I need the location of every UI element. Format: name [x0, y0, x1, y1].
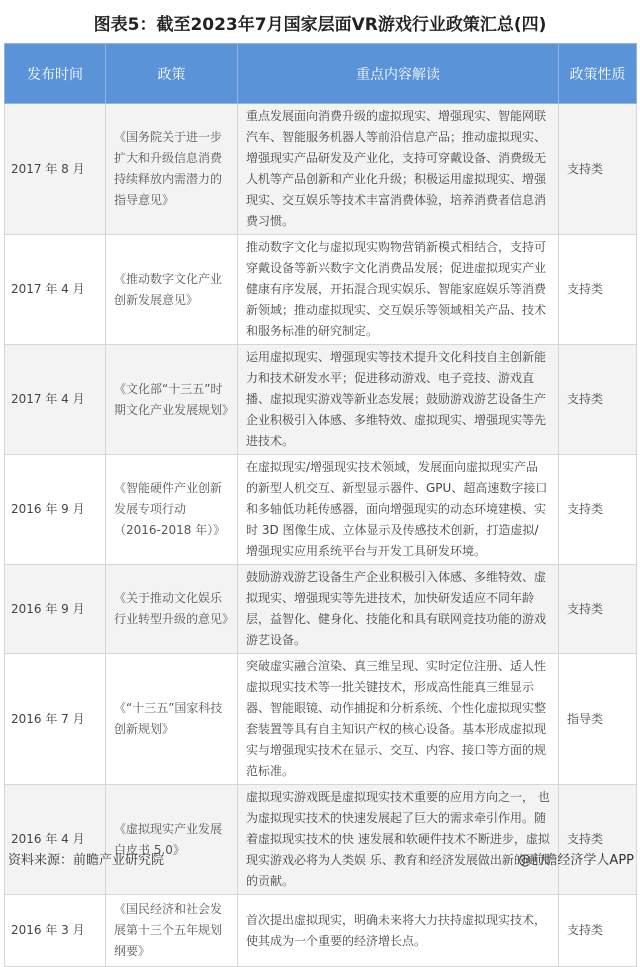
date-cell: 2016 年 9 月 — [5, 565, 106, 654]
date-cell: 2016 年 7 月 — [5, 654, 106, 785]
date-cell: 2017 年 8 月 — [5, 104, 106, 235]
table-row — [5, 785, 637, 895]
content-cell: 虚拟现实游戏既是虚拟现实技术重要的应用方向之一， 也为虚拟现实技术的快速发展起了巨大的需求牵引作用。随着虚拟现实技术的快 速发展和软硬件技术不断进步，虚拟现实游戏必将为人类娱 乐、教育和经济发展做出新的更大的贡献。 — [238, 785, 559, 895]
type-cell: 支持类 — [559, 345, 637, 455]
table-row — [5, 455, 637, 565]
type-cell: 支持类 — [559, 895, 637, 967]
policy-cell: 《文化部“十三五”时期文化产业发展规划》 — [106, 345, 238, 455]
date-cell: 2016 年 9 月 — [5, 455, 106, 565]
content-cell: 首次提出虚拟现实，明确未来将大力扶持虚拟现实技术，使其成为一个重要的经济增长点。 — [238, 895, 559, 967]
policy-cell: 《推动数字文化产业创新发展意见》 — [106, 235, 238, 345]
table-row — [5, 235, 637, 345]
content-cell: 重点发展面向消费升级的虚拟现实、增强现实、智能网联汽车、智能服务机器人等前沿信息产品；推动虚拟现实、增强现实产品研发及产业化，支持可穿戴设备、消费级无人机等产品创新和产业化升级；积极运用虚拟现实、增强现实、交互娱乐等技术丰富消费体验，培养消费者信息消费习惯。 — [238, 104, 559, 235]
type-cell: 支持类 — [559, 104, 637, 235]
policy-cell: 《关于推动文化娱乐行业转型升级的意见》 — [106, 565, 238, 654]
content-cell: 推动数字文化与虚拟现实购物营销新模式相结合，支持可穿戴设备等新兴数字文化消费品发展；促进虚拟现实产业健康有序发展，开拓混合现实娱乐、智能家庭娱乐等消费新领域；推动虚拟现实、交互娱乐等领域相关产品、技术和服务标准的研究制定。 — [238, 235, 559, 345]
policy-cell: 《国务院关于进一步扩大和升级信息消费持续释放内需潜力的指导意见》 — [106, 104, 238, 235]
content-cell: 在虚拟现实/增强现实技术领域，发展面向虚拟现实产品的新型人机交互、新型显示器件、GPU、超高速数字接口和多轴低功耗传感器，面向增强现实的动态环境建模、实时 3D 图像生成、立体显示及传感技术创新，打造虚拟/增强现实应用系统平台与开发工具研发环境。 — [238, 455, 559, 565]
type-cell: 支持类 — [559, 565, 637, 654]
type-cell: 支持类 — [559, 785, 637, 895]
policy-cell: 《国民经济和社会发展第十三个五年规划纲要》 — [106, 895, 238, 967]
header-date: 发布时间 — [5, 44, 106, 104]
table-row — [5, 895, 637, 967]
header-policy: 政策 — [106, 44, 238, 104]
policy-cell: 《“十三五”国家科技创新规划》 — [106, 654, 238, 785]
header-content: 重点内容解读 — [238, 44, 559, 104]
table-row — [5, 345, 637, 455]
figure-title: 图表5：截至2023年7月国家层面VR游戏行业政策汇总(四) — [93, 15, 547, 35]
type-cell: 支持类 — [559, 235, 637, 345]
table-row — [5, 654, 637, 785]
date-cell: 2017 年 4 月 — [5, 345, 106, 455]
policy-cell: 《智能硬件产业创新发展专项行动（2016-2018 年）》 — [106, 455, 238, 565]
content-cell: 运用虚拟现实、增强现实等技术提升文化科技自主创新能力和技术研发水平；促进移动游戏、电子竞技、游戏直播、虚拟现实游戏等新业态发展；鼓励游戏游艺设备生产企业积极引入体感、多维特效、虚拟现实、增强现实等先进技术。 — [238, 345, 559, 455]
content-cell: 突破虚实融合渲染、真三维呈现、实时定位注册、适人性虚拟现实技术等一批关键技术，形成高性能真三维显示器、智能眼镜、动作捕捉和分析系统、个性化虚拟现实整套装置等具有自主知识产权的核心设备。基本形成虚拟现实与增强现实技术在显示、交互、内容、接口等方面的规范标准。 — [238, 654, 559, 785]
type-cell: 支持类 — [559, 455, 637, 565]
table-row — [5, 104, 637, 235]
table-row — [5, 565, 637, 654]
date-cell: 2017 年 4 月 — [5, 235, 106, 345]
brand-credit: @前瞻经济学人APP — [518, 853, 634, 868]
date-cell: 2016 年 3 月 — [5, 895, 106, 967]
type-cell: 指导类 — [559, 654, 637, 785]
policy-table — [4, 43, 637, 967]
header-type: 政策性质 — [559, 44, 637, 104]
content-cell: 鼓励游戏游艺设备生产企业积极引入体感、多维特效、虚拟现实、增强现实等先进技术，加快研发适应不同年龄层，益智化、健身化、技能化和具有联网竞技功能的游戏游艺设备。 — [238, 565, 559, 654]
policy-cell: 《虚拟现实产业发展白皮书 5.0》 — [106, 785, 238, 895]
table-header-row — [5, 44, 637, 104]
source-note: 资料来源：前瞻产业研究院 — [8, 853, 165, 868]
date-cell: 2016 年 4 月 — [5, 785, 106, 895]
